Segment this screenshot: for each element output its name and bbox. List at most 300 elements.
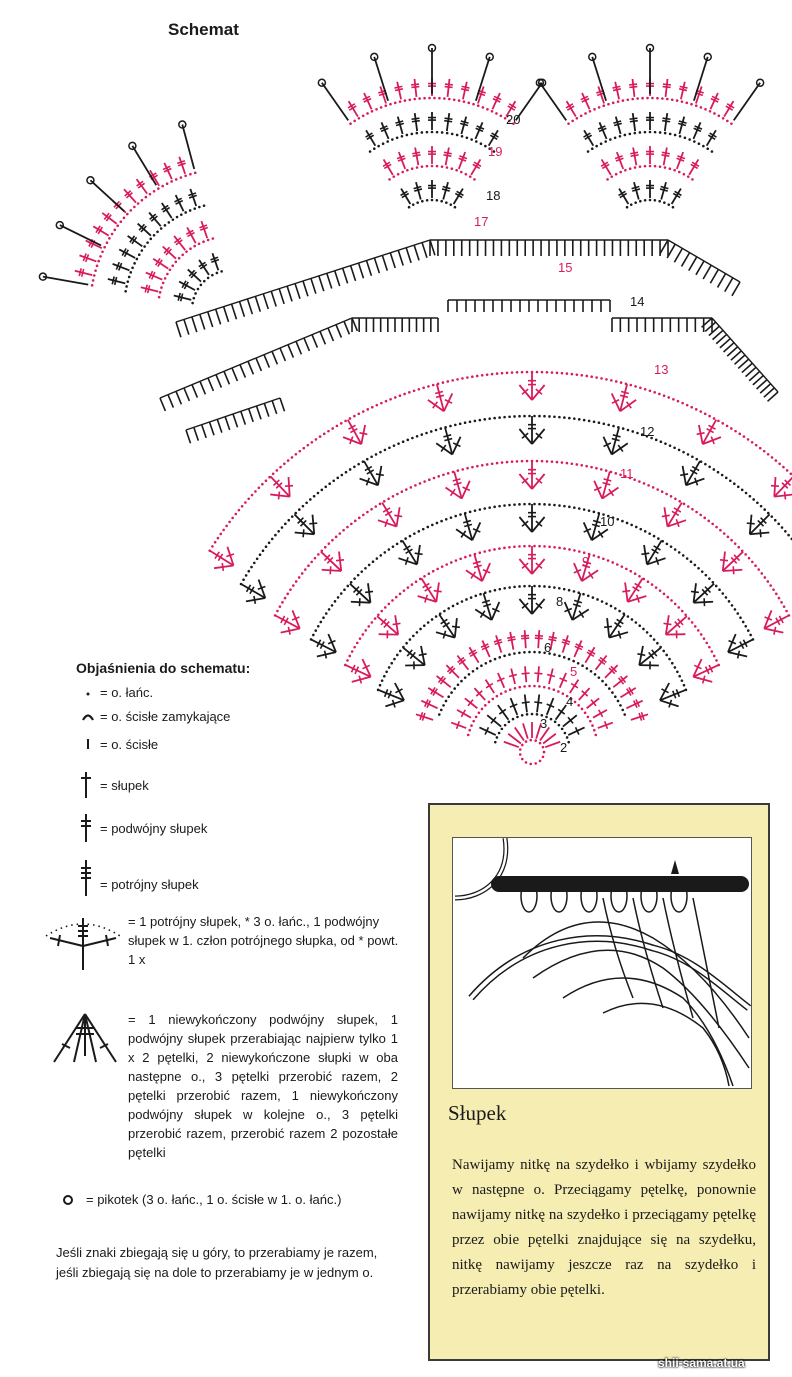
chain-stitch [691, 455, 694, 458]
chain-stitch [686, 557, 689, 560]
chain-stitch [425, 432, 428, 435]
chain-stitch [340, 592, 343, 595]
chain-stitch [571, 462, 574, 465]
chain-stitch [600, 468, 603, 471]
stitch-bar [549, 637, 557, 638]
chain-stitch [384, 449, 387, 452]
chain-stitch [770, 515, 773, 518]
chain-stitch [488, 506, 491, 509]
chain-stitch [585, 465, 588, 468]
chain-stitch [493, 506, 496, 509]
chain-stitch [279, 466, 282, 469]
stitch-mark [272, 351, 277, 364]
fan-stitch [351, 602, 371, 603]
chain-stitch [189, 209, 192, 212]
chain-stitch [627, 429, 630, 432]
chain-stitch [636, 432, 639, 435]
stitch-bar [738, 651, 740, 659]
chain-stitch [172, 218, 175, 221]
chain-stitch [782, 466, 785, 469]
chain-stitch [695, 458, 698, 461]
fan-stitch [532, 517, 545, 532]
chain-stitch [103, 246, 106, 249]
chain-stitch [128, 276, 131, 279]
chain-stitch [556, 461, 559, 464]
chain-stitch [638, 480, 641, 483]
stitch-mark [448, 79, 450, 97]
chain-stitch [247, 497, 250, 500]
chain-stitch [426, 199, 429, 202]
stitch-bar [631, 155, 639, 156]
chain-stitch [277, 530, 280, 533]
chain-stitch [404, 99, 407, 102]
stitch-bar [620, 395, 628, 397]
chain-stitch [521, 460, 524, 463]
chain-stitch [528, 651, 531, 654]
chain-stitch [539, 760, 542, 763]
chain-stitch [468, 729, 471, 732]
chain-stitch [362, 410, 365, 413]
chain-stitch [713, 655, 716, 658]
chain-stitch [769, 584, 772, 587]
stitch-mark [343, 268, 348, 283]
chain-stitch [647, 484, 650, 487]
stitch-bar [534, 702, 542, 703]
stitch-bar [680, 474, 688, 475]
chain-stitch [586, 667, 589, 670]
stitch-mark [674, 248, 682, 262]
chain-stitch [498, 656, 501, 659]
chain-stitch [654, 131, 657, 134]
chain-stitch [392, 495, 395, 498]
chain-stitch [778, 597, 781, 600]
chain-stitch [380, 106, 383, 109]
stitch-bar [720, 560, 728, 561]
chain-stitch [649, 635, 652, 638]
stitch-mark [428, 688, 443, 697]
stitch-bar [482, 600, 490, 602]
chain-stitch [603, 422, 606, 425]
chain-stitch [413, 532, 416, 535]
chain-stitch [419, 628, 422, 631]
chain-stitch [421, 131, 424, 134]
chain-stitch [314, 629, 317, 632]
chain-stitch [101, 250, 104, 253]
chain-stitch [411, 167, 414, 170]
chain-stitch [370, 455, 373, 458]
chain-stitch [536, 713, 539, 716]
chain-stitch [466, 136, 469, 139]
chain-stitch [447, 472, 450, 475]
chain-stitch [441, 565, 444, 568]
chain-stitch [427, 621, 430, 624]
chain-stitch [141, 199, 144, 202]
chain-stitch [621, 520, 624, 523]
chain-stitch [636, 97, 639, 100]
chain-stitch [349, 122, 352, 125]
chain-stitch [415, 580, 418, 583]
chain-stitch [595, 467, 598, 470]
chain-stitch [341, 474, 344, 477]
chain-stitch [331, 604, 334, 607]
chain-stitch [301, 572, 304, 575]
chain-stitch [484, 145, 487, 148]
chain-stitch [571, 120, 574, 123]
chain-stitch [386, 140, 389, 143]
chain-stitch [387, 497, 390, 500]
chain-stitch [531, 713, 534, 716]
stitch-mark [487, 715, 501, 726]
stitch-bar [618, 631, 620, 639]
stitch-mark [233, 414, 238, 427]
cluster-stitch [734, 83, 760, 121]
chain-stitch [149, 193, 152, 196]
chain-stitch [489, 660, 492, 663]
chain-stitch [449, 425, 452, 428]
chain-stitch [687, 453, 690, 456]
chain-stitch [413, 389, 416, 392]
chain-stitch [722, 117, 725, 120]
chain-stitch [682, 554, 685, 557]
chain-stitch [465, 173, 468, 176]
stitch-bar [629, 84, 637, 85]
chain-stitch [374, 505, 377, 508]
chain-stitch [611, 561, 614, 564]
chain-stitch [194, 172, 197, 175]
stitch-bar [462, 86, 470, 88]
chain-stitch [528, 685, 531, 688]
stitch-bar [393, 623, 401, 624]
chain-stitch [730, 539, 733, 542]
chain-stitch [175, 178, 178, 181]
chain-stitch [678, 675, 681, 678]
row-label: 15 [558, 260, 573, 275]
chain-stitch [684, 136, 687, 139]
chain-stitch [592, 596, 595, 599]
chain-stitch [690, 560, 693, 563]
stitch-bar [359, 433, 367, 435]
chain-stitch [578, 418, 581, 421]
row-label: 17 [474, 214, 489, 229]
chain-stitch [616, 563, 619, 566]
chain-stitch [319, 435, 322, 438]
stitch-mark [232, 368, 237, 381]
chain-stitch [211, 274, 214, 277]
chain-stitch [590, 670, 593, 673]
chain-stitch [160, 286, 163, 289]
stitch-mark [525, 694, 527, 712]
chain-stitch [558, 416, 561, 419]
chain-stitch [742, 621, 745, 624]
chain-stitch [353, 465, 356, 468]
chain-stitch [594, 734, 597, 737]
chain-stitch [483, 418, 486, 421]
chain-stitch [287, 519, 290, 522]
stitch-mark [199, 260, 209, 275]
chain-stitch [663, 201, 666, 204]
chain-stitch [678, 171, 681, 174]
chain-stitch [713, 417, 716, 420]
chain-stitch [667, 203, 670, 206]
chain-stitch [467, 734, 470, 737]
chain-stitch [451, 167, 454, 170]
chain-stitch [511, 460, 514, 463]
stitch-mark [200, 314, 205, 329]
stitch-mark [367, 261, 372, 276]
stitch-mark [168, 395, 173, 408]
chain-stitch [482, 106, 485, 109]
chain-stitch [391, 599, 394, 602]
chain-stitch [307, 444, 310, 447]
chain-stitch [351, 650, 354, 653]
arc-icon [78, 706, 98, 726]
chain-stitch [627, 615, 630, 618]
chain-stitch [259, 553, 262, 556]
chain-stitch [247, 570, 250, 573]
chain-stitch [328, 482, 331, 485]
chain-stitch [281, 601, 284, 604]
chain-stitch [588, 509, 591, 512]
chain-stitch [653, 638, 656, 641]
chain-stitch [651, 583, 654, 586]
chain-stitch [258, 486, 261, 489]
stitch-mark [710, 269, 718, 283]
chain-stitch [644, 131, 647, 134]
chain-stitch [648, 532, 651, 535]
stitch-mark [327, 273, 332, 288]
stitch-bar [629, 87, 637, 88]
chain-stitch [423, 575, 426, 578]
chain-stitch [460, 680, 463, 683]
chain-stitch [436, 165, 439, 168]
chain-stitch [681, 402, 684, 405]
stitch-mark [272, 401, 277, 414]
chain-stitch [289, 588, 292, 591]
chain-stitch [403, 393, 406, 396]
chain-stitch [728, 600, 731, 603]
chain-stitch [726, 425, 729, 428]
chain-stitch [581, 708, 584, 711]
fan-stitch [455, 618, 457, 637]
chain-stitch [685, 102, 688, 105]
chain-stitch [309, 498, 312, 501]
chain-stitch [440, 427, 443, 430]
chain-stitch [698, 142, 701, 145]
chain-stitch [607, 103, 610, 106]
chain-stitch [718, 588, 721, 591]
chain-stitch [436, 199, 439, 202]
chain-stitch [553, 653, 556, 656]
chain-stitch [340, 422, 343, 425]
stitch-mark [216, 375, 221, 388]
chain-stitch [469, 554, 472, 557]
chain-stitch [538, 685, 541, 688]
chain-stitch [500, 115, 503, 118]
chain-stitch [711, 650, 714, 653]
chain-stitch [718, 115, 721, 118]
chain-stitch [697, 629, 700, 632]
stitch-bar [115, 277, 117, 285]
dc-icon [75, 770, 97, 800]
chain-stitch [471, 466, 474, 469]
stitch-bar [661, 186, 669, 188]
chain-stitch [348, 655, 351, 658]
chain-stitch [211, 545, 214, 548]
chain-stitch [786, 469, 789, 472]
chain-stitch [573, 417, 576, 420]
chain-stitch [375, 453, 378, 456]
chain-stitch [700, 106, 703, 109]
chain-stitch [440, 520, 443, 523]
chain-stitch [416, 201, 419, 204]
chain-stitch [421, 200, 424, 203]
stitch-mark [303, 281, 308, 296]
chain-stitch [543, 545, 546, 548]
chain-stitch [639, 528, 642, 531]
chain-stitch [413, 98, 416, 101]
chain-stitch [446, 380, 449, 383]
chain-stitch [568, 548, 571, 551]
chain-stitch [242, 578, 245, 581]
chain-stitch [563, 656, 566, 659]
stitch-bar [613, 89, 621, 91]
chain-stitch [203, 204, 206, 207]
stitch-bar [622, 591, 630, 592]
chain-stitch [654, 199, 657, 202]
stitch-mark [194, 427, 199, 440]
stitch-bar [509, 675, 517, 677]
chain-stitch [737, 485, 740, 488]
stitch-bar [662, 152, 670, 153]
chain-stitch [383, 500, 386, 503]
chain-stitch [457, 683, 460, 686]
chain-stitch [160, 227, 163, 230]
chain-stitch [371, 406, 374, 409]
chain-stitch [588, 420, 591, 423]
chain-stitch [774, 519, 777, 522]
chain-stitch [533, 503, 536, 506]
stitch-mark [240, 365, 245, 378]
chain-stitch [454, 515, 457, 518]
cluster-stitch [322, 83, 348, 121]
chain-stitch [125, 285, 128, 288]
chain-stitch [349, 468, 352, 471]
chain-stitch [298, 576, 301, 579]
chain-stitch [331, 427, 334, 430]
chain-stitch [513, 652, 516, 655]
stitch-bar [444, 121, 452, 122]
chain-stitch [470, 724, 473, 727]
stitch-bar [573, 604, 581, 606]
chain-stitch [367, 625, 370, 628]
chain-stitch [494, 589, 497, 592]
chain-stitch [373, 147, 376, 150]
chain-stitch [665, 654, 668, 657]
chain-stitch [479, 551, 482, 554]
stitch-mark [255, 296, 260, 311]
chain-stitch [521, 744, 524, 747]
chain-stitch [388, 548, 391, 551]
chain-stitch [598, 676, 601, 679]
fan-stitch [694, 602, 714, 603]
chain-stitch [383, 551, 386, 554]
chain-stitch [629, 384, 632, 387]
fan-stitch [519, 385, 532, 400]
chain-stitch [641, 97, 644, 100]
chain-stitch [563, 505, 566, 508]
legend-title: Objaśnienia do schematu: [76, 660, 251, 676]
chain-stitch [587, 716, 590, 719]
chain-stitch [451, 379, 454, 382]
chain-stitch [739, 616, 742, 619]
chain-stitch [431, 524, 434, 527]
chain-stitch [676, 671, 679, 674]
chain-stitch [652, 486, 655, 489]
chain-stitch [523, 503, 526, 506]
chain-stitch [491, 373, 494, 376]
chain-stitch [456, 378, 459, 381]
chain-stitch [286, 593, 289, 596]
stitch-bar [443, 186, 451, 188]
stitch-mark [287, 286, 292, 301]
chain-stitch [496, 736, 499, 739]
chain-stitch [751, 441, 754, 444]
stitch-bar [562, 642, 570, 644]
row-labels [474, 112, 668, 755]
chain-stitch [757, 568, 760, 571]
stitch-bar [441, 445, 446, 452]
chain-stitch [661, 97, 664, 100]
chain-stitch [406, 439, 409, 442]
chain-stitch [590, 466, 593, 469]
stitch-bar [547, 675, 555, 677]
chain-stitch [350, 523, 353, 526]
chain-stitch [396, 493, 399, 496]
chain-stitch [561, 372, 564, 375]
chain-stitch [480, 664, 483, 667]
chain-stitch [156, 230, 159, 233]
stitch-mark [256, 358, 261, 371]
chain-stitch [409, 535, 412, 538]
chain-stitch [123, 217, 126, 220]
chain-stitch [126, 280, 129, 283]
chain-stitch [568, 658, 571, 661]
stitch-bar [664, 623, 672, 624]
stitch-bar [222, 563, 223, 571]
chain-stitch [706, 147, 709, 150]
chain-stitch [274, 534, 277, 537]
chain-stitch [346, 585, 349, 588]
chain-stitch [254, 490, 257, 493]
chain-stitch [725, 477, 728, 480]
chain-stitch [445, 563, 448, 566]
chain-stitch [561, 728, 564, 731]
chain-stitch [489, 590, 492, 593]
chain-stitch [394, 396, 397, 399]
chain-stitch [395, 596, 398, 599]
chain-stitch [734, 608, 737, 611]
chain-stitch [362, 115, 365, 118]
chain-stitch [642, 628, 645, 631]
chain-stitch [516, 716, 519, 719]
chain-stitch [667, 396, 670, 399]
chain-stitch [639, 200, 642, 203]
chain-stitch [511, 371, 514, 374]
chain-stitch [581, 664, 584, 667]
stitch-mark [465, 698, 477, 708]
chain-stitch [238, 509, 241, 512]
chain-stitch [659, 131, 662, 134]
